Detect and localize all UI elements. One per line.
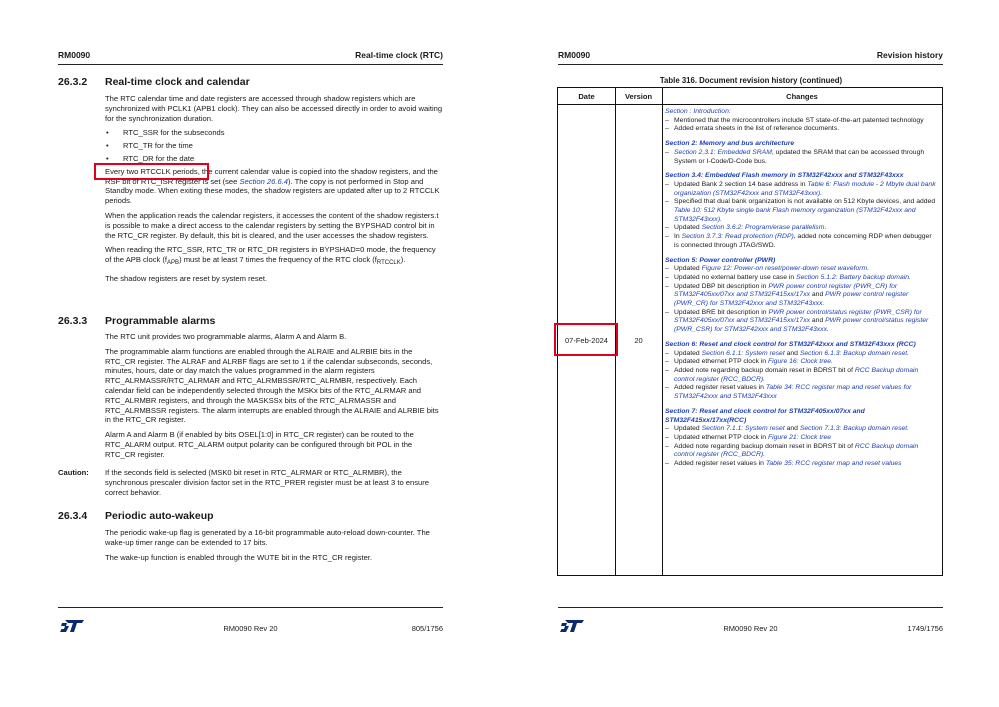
highlight-box (554, 323, 618, 356)
text-run: ). (400, 255, 406, 265)
table-link[interactable]: Table 35: RCC register map and reset values (765, 460, 902, 468)
paragraph: The periodic wake-up flag is generated by a 16-bit programmable auto-reload down-counter. The wake-up timer range can be extended to 17 bits. (105, 528, 430, 547)
text-run: Updated (674, 349, 702, 357)
doc-id: RM0090 (58, 50, 91, 60)
text-run: Added register reset values in (674, 384, 766, 392)
section-link[interactable]: Section 6.1.3: Backup domain reset. (799, 349, 910, 357)
paragraph: The shadow registers are reset by system reset. (105, 273, 268, 283)
section-body (105, 332, 443, 465)
change-item (665, 460, 938, 469)
change-item (665, 181, 938, 198)
text-run: Updated Bank 2 section 14 base address in (674, 180, 808, 188)
section-link[interactable]: Section 26.6.4 (239, 176, 289, 186)
register-link[interactable]: RCC Backup domain control register (RCC_BDCR). (674, 442, 919, 459)
footer-doc-rev: RM0090 Rev 20 (223, 624, 278, 633)
text-run: and (810, 317, 826, 325)
change-heading-link[interactable]: Section 6: Reset and clock control for STM32F42xxx and STM32F43xxx (RCC) (665, 340, 916, 348)
change-item (665, 198, 938, 224)
change-block (665, 108, 938, 134)
change-heading-link[interactable]: Section 3.4: Embedded Flash memory in STM32F42xxx and STM32F43xxx (665, 172, 904, 180)
text-run: Updated DBP bit description in (674, 282, 769, 290)
paragraph: The RTC unit provides two programmable alarms, Alarm A and Alarm B. (105, 332, 347, 341)
page-number: 1749/1756 (907, 624, 943, 633)
date-cell: 07-Feb-2024 (565, 336, 608, 345)
version-cell: 20 (634, 336, 643, 345)
highlight-box (94, 163, 209, 180)
table-link[interactable]: Table 10: 512 Kbyte single bank Flash memory organization (STM32F42xxx and STM32F43xxx). (674, 207, 916, 223)
column-header-version: Version (624, 92, 653, 101)
paragraph: When the application reads the calendar registers, it accesses the content of the shadow registers.t is possible to make a direct access to the calendar registers by setting the BYPSHAD control bit in the RTC_CR register. By default, this bit is cleared, and the user accesses the shadow registers. (105, 210, 439, 240)
paragraph: The programmable alarm functions are enabled through the ALRAIE and ALRBIE bits in the RTC_CR register. The ALRAF and ALRBF flags are set to 1 if the calendar subseconds, seconds, minutes, hours, date or day match the values programmed in the alarm registers RTC_ALRMASSR/RTC_ALRMAR and RTC_ALRMBSSR/RTC_ALRMBR, respectively. Each calendar field can be independently selected through the MSKx bits of the RTC_ALRMAR and RTC_ALRMBR registers, and through the MASKSSx bits of the RTC_ALRMASSR and RTC_ALRMBSSR registers. The alarm interrupts are enabled through the ALRAIE and ALRBIE bits in the RTC_CR register. (105, 346, 439, 425)
register-link[interactable]: PWR power control register (PWR_CR) for STM32F42xxx and STM32F43xxx. (674, 291, 909, 308)
change-item (665, 309, 938, 335)
text-run: and (784, 425, 800, 433)
text-run: Added register reset values in (674, 460, 766, 468)
text-run: Updated ethernet PTP clock in (674, 433, 768, 441)
change-item (665, 350, 938, 359)
change-item (665, 233, 938, 250)
change-heading-link[interactable]: Section : Introduction: (665, 108, 731, 115)
register-link[interactable]: PWR power control/status register (PWR_CSR) for STM32F42xxx and STM32F43xxx. (674, 317, 929, 334)
paragraph (105, 245, 443, 269)
change-block (665, 408, 938, 469)
section-number: 26.3.3 (58, 315, 88, 327)
text-run: Updated no external battery use case in (674, 273, 797, 281)
text-run: ) must be at least 7 times the frequency of the RTC clock (f (179, 255, 377, 265)
section-heading (58, 76, 250, 88)
text-run: and (810, 291, 826, 299)
change-item (665, 274, 938, 283)
header-divider (558, 104, 942, 105)
section-number: 26.3.4 (58, 510, 88, 522)
figure-link[interactable]: Figure 21: Clock tree (767, 433, 832, 441)
register-link[interactable]: RCC Backup domain control register (RCC_BDCR). (674, 366, 919, 383)
change-heading-link[interactable]: Section 2: Memory and bus architecture (665, 140, 795, 148)
footer-doc-rev: RM0090 Rev 20 (723, 624, 778, 633)
text-run: Updated (674, 425, 702, 433)
section-link[interactable]: Section 2.3.1: Embedded SRAM (674, 148, 772, 156)
text-run: When reading the RTC_SSR, RTC_TR or RTC_DR registers in BYPSHAD=0 mode, the frequency of the APB clock (f (105, 245, 436, 265)
text-run: Updated ethernet PTP clock in (674, 358, 768, 366)
change-item (665, 149, 938, 166)
section-title: Periodic auto-wakeup (105, 510, 214, 522)
chapter-title: Revision history (876, 50, 943, 60)
text-run: Updated (674, 224, 702, 232)
section-link[interactable]: Section 3.6.2: Program/erase parallelism (701, 224, 825, 232)
change-item (665, 367, 938, 384)
text-run: , updated the SRAM that can be accessed through System or I-Code/D-Code bus. (674, 148, 925, 165)
section-heading (58, 510, 214, 522)
paragraph: The RTC calendar time and date registers are accessed through shadow registers which are synchronized with PCLK1 (APB1 clock). They can also be accessed directly in order to avoid waiting for the synchronization duration. (105, 94, 443, 123)
page-header (58, 50, 443, 60)
changes-cell (665, 108, 938, 475)
change-item: – Mentioned that the microcontrollers include ST state-of-the-art patented technology (665, 117, 938, 126)
change-item (665, 358, 938, 367)
section-title: Programmable alarms (105, 315, 216, 327)
text-run: and (784, 349, 800, 357)
page-number: 805/1756 (411, 624, 443, 633)
change-item (665, 283, 938, 309)
header-rule (58, 64, 443, 65)
change-heading-link[interactable]: Section 7: Reset and clock control for STM32F405xx/07xx and STM32F415xx/17xx(RCC) (665, 407, 865, 424)
text-run: Added note regarding backup domain reset in BDRST bit of (674, 366, 855, 374)
change-block (665, 172, 938, 250)
page-header (558, 50, 943, 60)
page-footer (58, 623, 443, 635)
text-run: ). The copy is not performed in Stop and Standby mode. When exiting these modes, the shadow registers are updated after up to 2 RTCCLK periods. (105, 176, 440, 206)
column-header-changes: Changes (786, 92, 818, 101)
text-run: Updated (674, 265, 702, 273)
text-run: Added note regarding backup domain reset in BDRST bit of (674, 442, 855, 450)
section-link[interactable]: Section 3.7.3: Read protection (RDP) (681, 233, 794, 241)
footer-rule (558, 607, 943, 608)
section-body (105, 528, 443, 567)
register-link[interactable]: PWR power control/status register (PWR_CSR) for STM32F405xx/07xx and STM32F415xx/17xx (674, 308, 922, 325)
table-title: Table 316. Document revision history (continued) (659, 76, 843, 85)
footer-rule (58, 607, 443, 608)
change-item (665, 425, 938, 434)
section-link[interactable]: Section 5.1.2: Battery backup domain. (796, 273, 911, 281)
header-rule (558, 64, 943, 65)
section-link[interactable]: Section 7.1.1: System reset (701, 425, 785, 433)
change-item (665, 434, 938, 443)
section-heading (58, 315, 215, 327)
text-run: In (674, 233, 682, 241)
section-title: Real-time clock and calendar (105, 76, 250, 88)
bullet-item: • RTC_DR for the date (105, 154, 443, 164)
register-link[interactable]: PWR power control register (PWR_CR) for STM32F405xx/07xx and STM32F415xx/17xx (674, 282, 898, 299)
caution-text: If the seconds field is selected (MSK0 bit reset in RTC_ALRMAR or RTC_ALRMBR), the synchronous prescaler division factor set in the RTC_PRER register must be at least 3 to ensure correct behavior. (105, 468, 430, 497)
column-divider (662, 88, 663, 575)
change-block (665, 257, 938, 335)
table-link[interactable]: Table 34: RCC register map and reset values for STM32F42xxx and STM32F43xxx (674, 384, 912, 401)
text-run: Updated BRE bit description in (674, 308, 769, 316)
figure-link[interactable]: Figure 16: Clock tree. (767, 358, 833, 366)
change-block (665, 140, 938, 166)
change-heading-link[interactable]: Section 5: Power controller (PWR) (665, 256, 776, 264)
left-page (0, 0, 499, 707)
subscript: RTCCLK (376, 260, 401, 267)
section-link[interactable]: Section 7.1.3: Backup domain reset. (799, 425, 910, 433)
section-body (105, 94, 443, 289)
change-block (665, 341, 938, 402)
caution-note (58, 468, 443, 497)
paragraph: Alarm A and Alarm B (if enabled by bits OSEL[1:0] in RTC_CR register) can be routed to the RTC_ALARM output. RTC_ALARM output polarity can be configured through bit POL in the RTC_CR register. (105, 430, 414, 459)
paragraph: The wake-up function is enabled through the WUTE bit in the RTC_CR register. (105, 552, 373, 562)
text-run: Specified that dual bank organization is not available on 512 Kbyte devices, and added (674, 198, 936, 206)
change-item (665, 443, 938, 460)
change-item (665, 384, 938, 401)
doc-id: RM0090 (558, 50, 591, 60)
change-item (665, 224, 938, 233)
change-item (665, 265, 938, 274)
column-header-date: Date (578, 92, 595, 101)
section-link[interactable]: Section 6.1.1: System reset (701, 349, 785, 357)
text-run: Every two RTCCLK periods, the current calendar value is copied into the shadow registers, and the RSF bit of RTC_ISR register is set (see (105, 166, 438, 186)
bullet-item: • RTC_SSR for the subseconds (105, 128, 443, 138)
change-item: – Added errata sheets in the list of reference documents. (665, 125, 938, 134)
subscript: APB (167, 260, 180, 267)
bullet-item: • RTC_TR for the time (105, 141, 443, 151)
chapter-title: Real-time clock (RTC) (355, 50, 443, 60)
text-run: , added note concerning RDP when debugger is connected through JTAG/SWD. (674, 233, 932, 249)
section-number: 26.3.2 (58, 76, 88, 88)
table-link[interactable]: Table 6: Flash module - 2 Mbyte dual bank organization (STM32F42xxx and STM32F43xxx). (674, 180, 936, 197)
caution-label: Caution: (58, 468, 89, 477)
page-footer (558, 623, 943, 635)
figure-link[interactable]: Figure 12: Power-on reset/power-down reset waveform. (701, 265, 870, 273)
text-run: . (824, 224, 827, 232)
